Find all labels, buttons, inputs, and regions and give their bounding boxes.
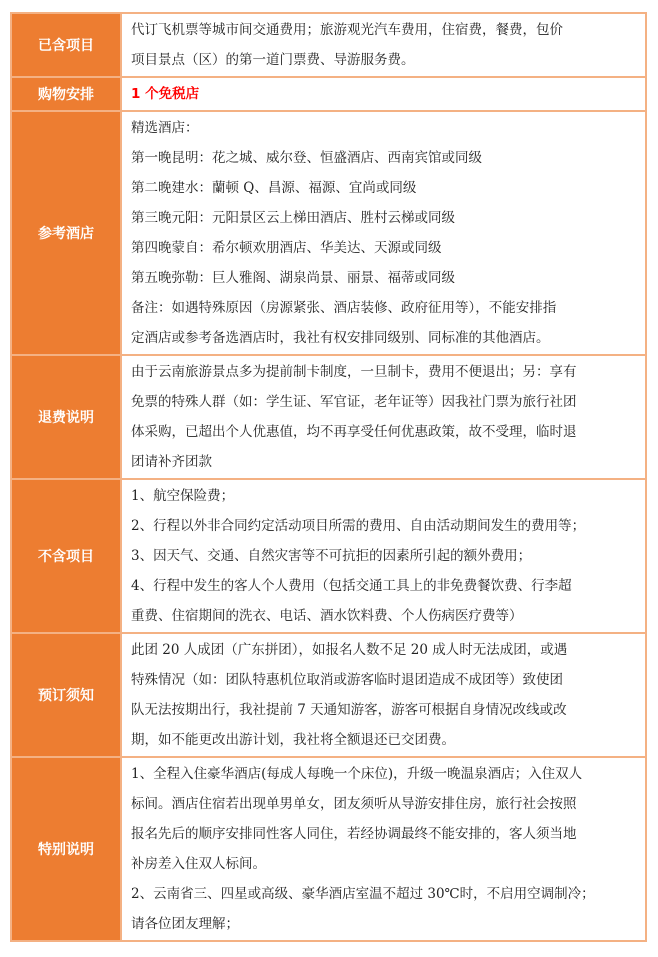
text-line: 2、行程以外非合同约定活动项目所需的费用、自由活动期间发生的费用等；: [131, 518, 586, 534]
text-line: 免票的特殊人群（如：学生证、军官证，老年证等）因我社门票为旅行社团: [131, 394, 577, 410]
text-line: 特殊情况（如：团队特惠机位取消或游客临时退团造成不成团等）致使团: [131, 672, 563, 688]
text-line: 重费、住宿期间的洗衣、电话、酒水饮料费、个人伤病医疗费等）: [131, 608, 523, 624]
row-content: [121, 757, 646, 941]
text-line: 2、云南省三、四星或高级、豪华酒店室温不超过 30℃时，不启用空调制冷；: [131, 886, 595, 902]
text-line: 4、行程中发生的客人个人费用（包括交通工具上的非免费餐饮费、行李超: [131, 578, 572, 594]
text-line: 队无法按期出行，我社提前 7 天通知游客，游客可根据自身情况改线或改: [131, 702, 567, 718]
text-line: 第二晚建水：蘭顿 Q、昌源、福源、宜尚或同级: [131, 180, 417, 196]
row-content: [121, 111, 646, 355]
row-content: [121, 355, 646, 479]
row-label: 特别说明: [11, 757, 121, 941]
row-label: 预订须知: [11, 633, 121, 757]
text-line: 1、全程入住豪华酒店(每成人每晚一个床位)，升级一晚温泉酒店；入住双人: [131, 766, 583, 782]
row-label: 退费说明: [11, 355, 121, 479]
table-row-refund: [11, 355, 646, 479]
text-line: 请各位团友理解；: [131, 916, 239, 932]
text-line: 代订飞机票等城市间交通费用；旅游观光汽车费用，住宿费，餐费，包价: [131, 22, 563, 38]
tour-info-table: [10, 12, 647, 942]
text-line: 补房差入住双人标间。: [131, 856, 266, 872]
row-content: [121, 77, 646, 111]
text-line: 第三晚元阳：元阳景区云上梯田酒店、胜村云梯或同级: [131, 210, 455, 226]
text-line: 精选酒店：: [131, 120, 199, 136]
text-line: 定酒店或参考备选酒店时，我社有权安排同级别、同标准的其他酒店。: [131, 330, 550, 346]
text-line: 1、航空保险费；: [131, 488, 235, 504]
text-line: 第五晚弥勒：巨人雅阁、湖泉尚景、丽景、福蒂或同级: [131, 270, 455, 286]
row-content: [121, 13, 646, 77]
row-label: 不含项目: [11, 479, 121, 633]
row-content: [121, 633, 646, 757]
text-line: 第一晚昆明：花之城、威尔登、恒盛酒店、西南宾馆或同级: [131, 150, 482, 166]
text-line: 由于云南旅游景点多为提前制卡制度，一旦制卡，费用不便退出；另：享有: [131, 364, 577, 380]
text-line: 标间。酒店住宿若出现单男单女，团友须听从导游安排住房，旅行社会按照: [131, 796, 577, 812]
text-line: 团请补齐团款: [131, 454, 212, 470]
text-line: 备注：如遇特殊原因（房源紧张、酒店装修、政府征用等），不能安排指: [131, 300, 557, 316]
table-row-included: [11, 13, 646, 77]
row-label: 购物安排: [11, 77, 121, 111]
row-label: 参考酒店: [11, 111, 121, 355]
text-line: 体采购，已超出个人优惠值，均不再享受任何优惠政策，故不受理，临时退: [131, 424, 577, 440]
text-line: 3、因天气、交通、自然灾害等不可抗拒的因素所引起的额外费用；: [131, 548, 532, 564]
text-line: 项目景点（区）的第一道门票费、导游服务费。: [131, 52, 415, 68]
row-content: [121, 479, 646, 633]
text-line: 报名先后的顺序安排同性客人同住，若经协调最终不能安排的，客人须当地: [131, 826, 577, 842]
row-label: 已含项目: [11, 13, 121, 77]
text-line: 期，如不能更改出游计划，我社将全额退还已交团费。: [131, 732, 455, 748]
table-row-booking: [11, 633, 646, 757]
table-row-excluded: [11, 479, 646, 633]
table-row-shopping: [11, 77, 646, 111]
table-row-hotels: [11, 111, 646, 355]
table-row-special: [11, 757, 646, 941]
text-line: 此团 20 人成团（广东拼团），如报名人数不足 20 成人时无法成团，或遇: [131, 642, 568, 658]
text-line: 1 个免税店: [131, 86, 200, 102]
text-line: 第四晚蒙自：希尔顿欢朋酒店、华美达、天源或同级: [131, 240, 442, 256]
